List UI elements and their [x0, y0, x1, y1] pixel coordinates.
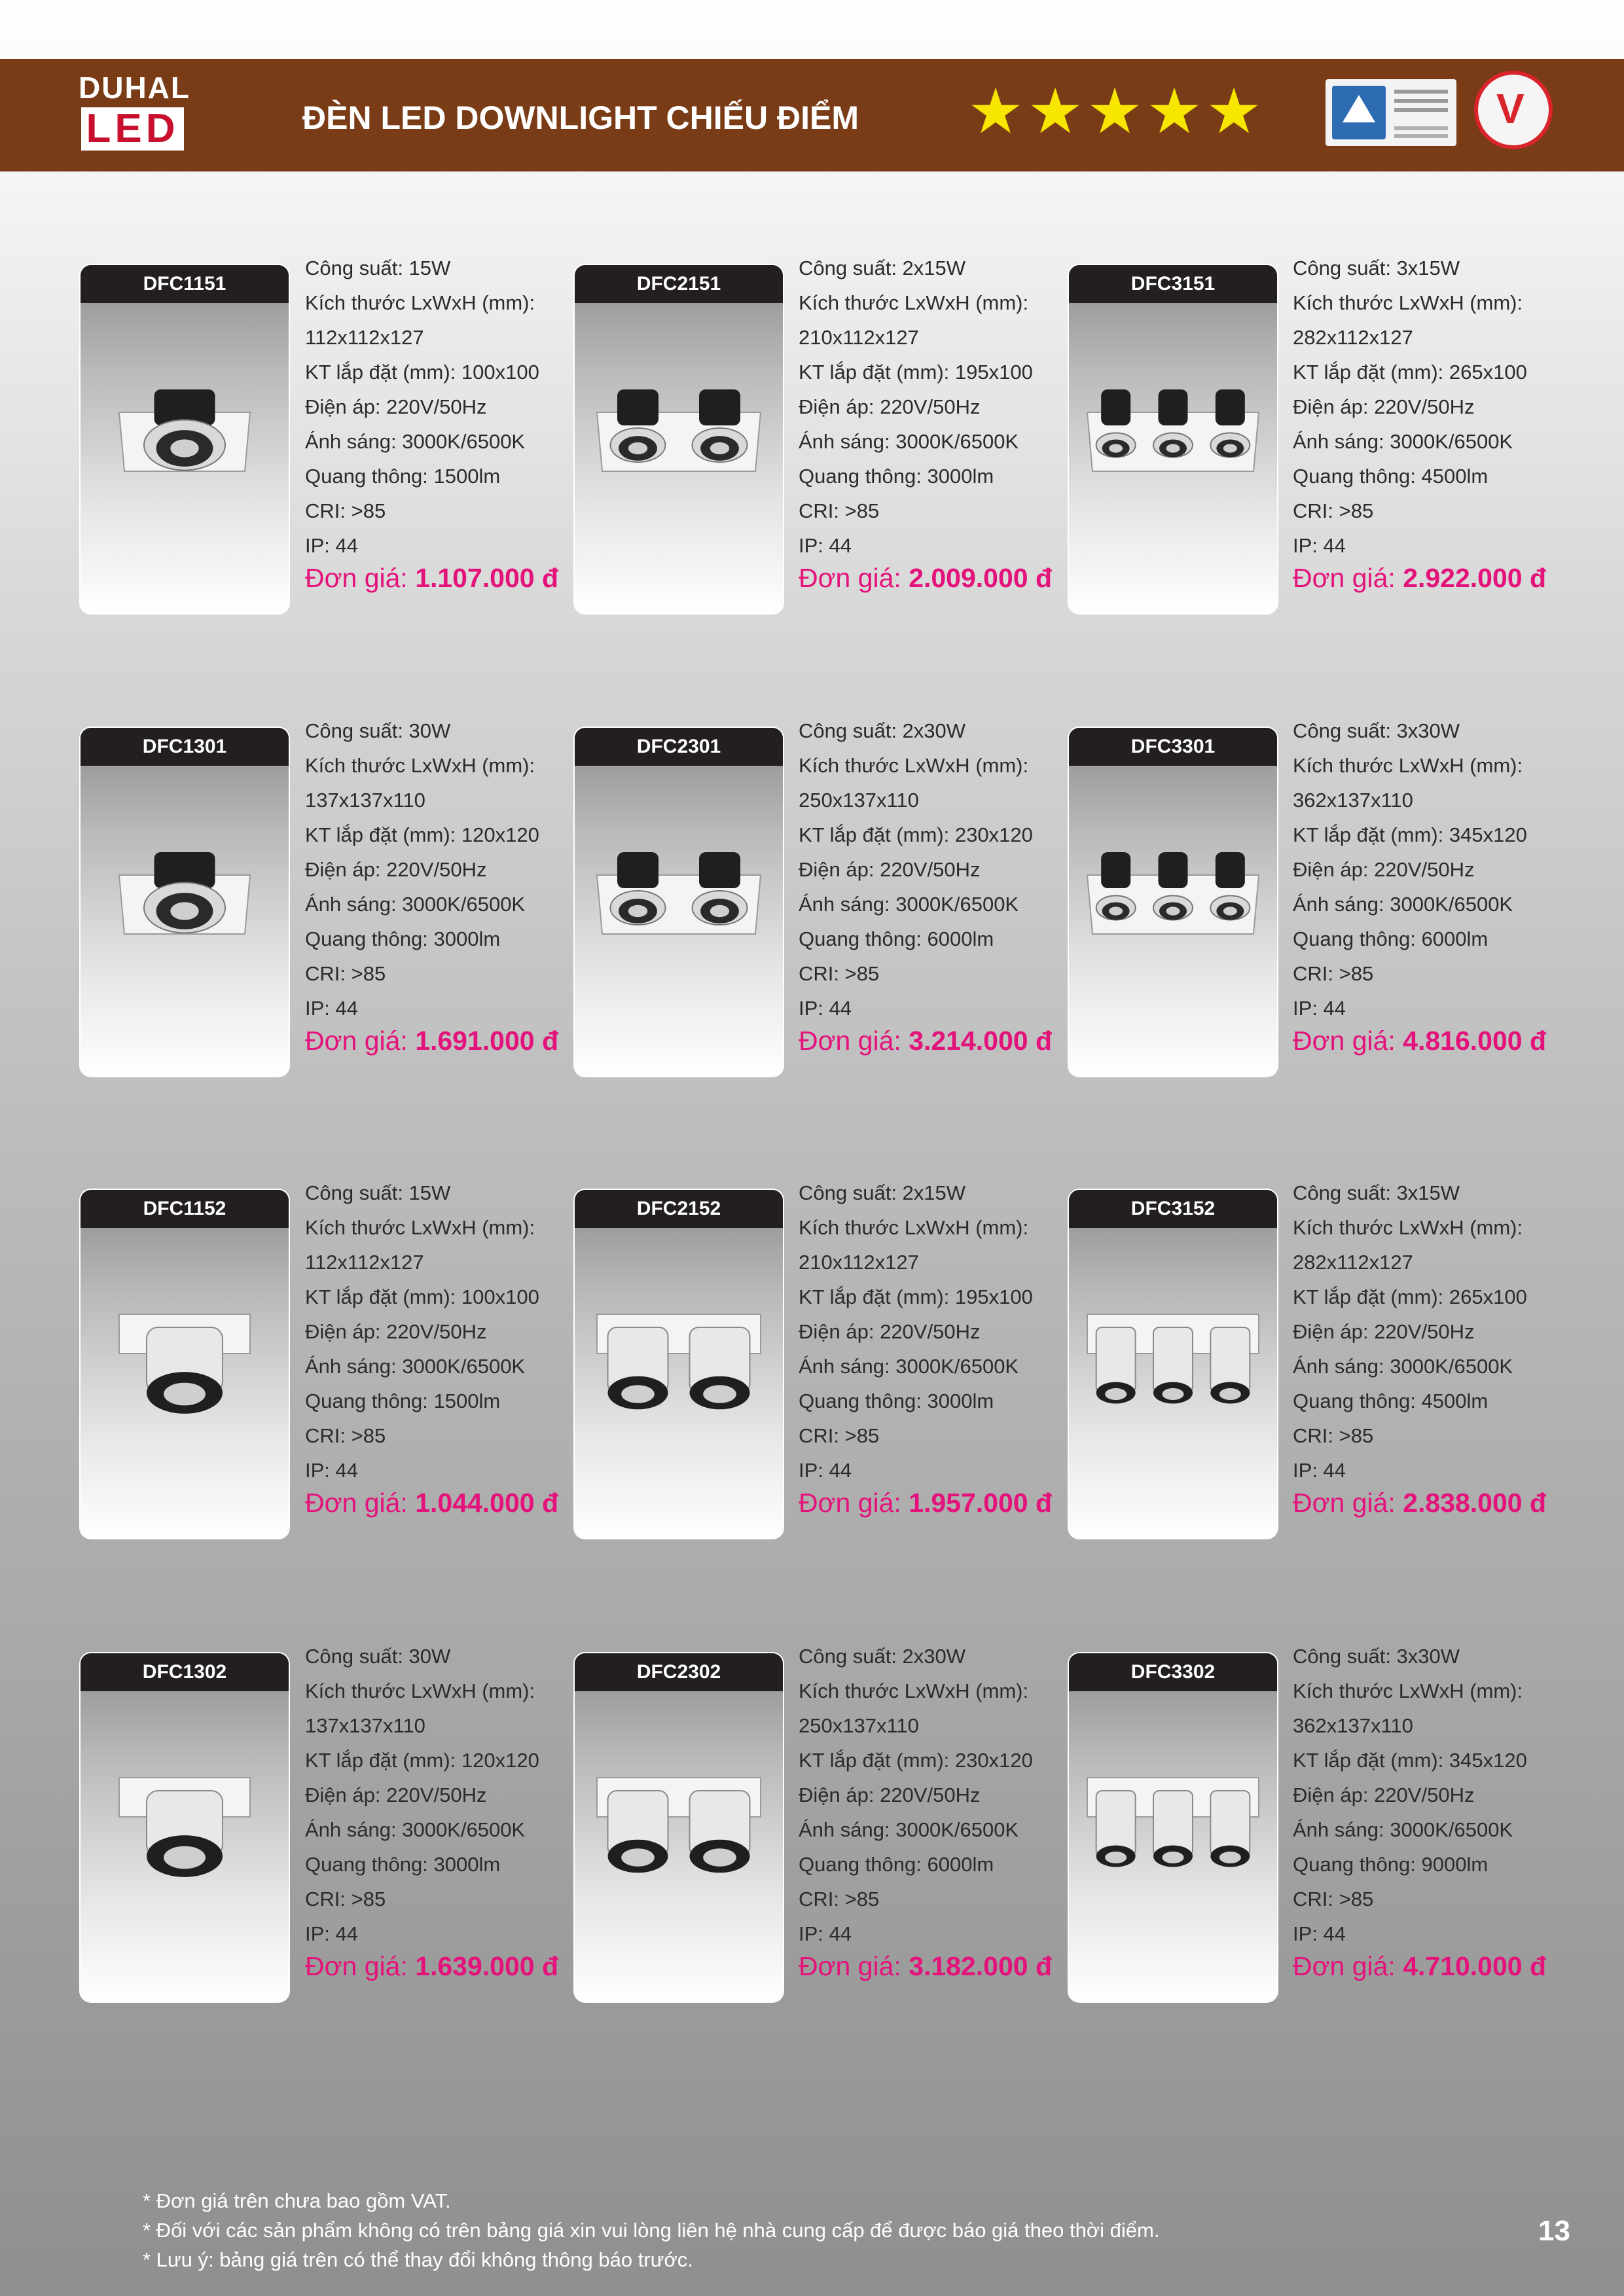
product-specs — [799, 251, 1074, 563]
spec-install: KT lắp đặt (mm): 120x120 — [305, 1749, 539, 1772]
star-icon: ★ — [1206, 77, 1263, 147]
spec-install: KT lắp đặt (mm): 265x100 — [1293, 1285, 1527, 1308]
price-label: Đơn giá: — [1293, 563, 1403, 593]
spec-ip: IP: 44 — [1293, 1459, 1346, 1482]
price-label: Đơn giá: — [1293, 1488, 1403, 1518]
spec-cri: CRI: >85 — [305, 1424, 386, 1447]
downlight-fixture-image — [588, 350, 770, 514]
spec-voltage: Điện áp: 220V/50Hz — [305, 395, 487, 418]
page-number: 13 — [1538, 2215, 1570, 2247]
spec-flux: Quang thông: 1500lm — [305, 465, 501, 488]
spec-voltage: Điện áp: 220V/50Hz — [799, 395, 981, 418]
product-price — [799, 1488, 1052, 1518]
product-specs — [1293, 713, 1568, 1026]
spec-flux: Quang thông: 3000lm — [305, 927, 501, 950]
spec-voltage: Điện áp: 220V/50Hz — [799, 1320, 981, 1343]
spec-size-label: Kích thước LxWxH (mm): — [1293, 1216, 1523, 1239]
spec-size: 112x112x127 — [305, 326, 424, 349]
logo-bottom-text: LED — [81, 107, 184, 151]
spec-size-label: Kích thước LxWxH (mm): — [1293, 754, 1523, 777]
product-code: DFC2151 — [575, 265, 783, 303]
price-label: Đơn giá: — [1293, 1026, 1403, 1056]
downlight-fixture-image — [1082, 350, 1264, 514]
price-label: Đơn giá: — [799, 1951, 909, 1981]
spec-install: KT lắp đặt (mm): 230x120 — [799, 1749, 1033, 1772]
spec-light: Ánh sáng: 3000K/6500K — [1293, 1355, 1513, 1378]
spec-size: 362x137x110 — [1293, 1714, 1413, 1737]
spec-install: KT lắp đặt (mm): 195x100 — [799, 1285, 1033, 1308]
product-price — [799, 1951, 1052, 1982]
spec-power: Công suất: 3x15W — [1293, 257, 1460, 279]
spec-size: 112x112x127 — [305, 1251, 424, 1274]
spec-ip: IP: 44 — [799, 1459, 852, 1482]
product-specs — [1293, 1175, 1568, 1488]
spec-flux: Quang thông: 3000lm — [799, 1390, 994, 1412]
spec-flux: Quang thông: 1500lm — [305, 1390, 501, 1412]
product-price — [305, 1026, 558, 1056]
spec-light: Ánh sáng: 3000K/6500K — [1293, 430, 1513, 453]
downlight-fixture-image — [1082, 813, 1264, 977]
star-icon: ★ — [1146, 77, 1203, 147]
spec-size: 282x112x127 — [1293, 326, 1413, 349]
spec-ip: IP: 44 — [799, 1922, 852, 1945]
spec-flux: Quang thông: 4500lm — [1293, 1390, 1489, 1412]
downlight-fixture-image — [1082, 1275, 1264, 1439]
price-label: Đơn giá: — [305, 1026, 416, 1056]
spec-light: Ánh sáng: 3000K/6500K — [799, 1818, 1019, 1841]
product-code: DFC2152 — [575, 1190, 783, 1228]
price-value: 4.816.000 đ — [1403, 1026, 1547, 1056]
spec-install: KT lắp đặt (mm): 100x100 — [305, 1285, 539, 1308]
product-card — [1069, 728, 1277, 1076]
star-icon: ★ — [1087, 77, 1144, 147]
spec-light: Ánh sáng: 3000K/6500K — [1293, 893, 1513, 916]
product-card — [1069, 1653, 1277, 2001]
spec-flux: Quang thông: 9000lm — [1293, 1853, 1489, 1876]
product-card — [81, 1190, 289, 1538]
price-label: Đơn giá: — [1293, 1951, 1403, 1981]
product-specs — [799, 1639, 1074, 1951]
price-label: Đơn giá: — [305, 1951, 416, 1981]
spec-cri: CRI: >85 — [1293, 1888, 1374, 1910]
spec-ip: IP: 44 — [305, 1922, 358, 1945]
spec-voltage: Điện áp: 220V/50Hz — [305, 858, 487, 881]
price-value: 3.182.000 đ — [909, 1951, 1053, 1981]
product-code: DFC1152 — [81, 1190, 289, 1228]
rating-stars — [967, 77, 1263, 147]
spec-cri: CRI: >85 — [305, 499, 386, 522]
price-label: Đơn giá: — [305, 1488, 416, 1518]
spec-light: Ánh sáng: 3000K/6500K — [305, 1355, 526, 1378]
downlight-fixture-image — [588, 1275, 770, 1439]
downlight-fixture-image — [94, 1738, 276, 1902]
spec-size-label: Kích thước LxWxH (mm): — [799, 291, 1029, 314]
spec-voltage: Điện áp: 220V/50Hz — [305, 1784, 487, 1806]
spec-cri: CRI: >85 — [799, 499, 880, 522]
product-price — [305, 563, 558, 594]
product-price — [305, 1488, 558, 1518]
product-card — [81, 728, 289, 1076]
spec-size: 250x137x110 — [799, 789, 919, 812]
product-price — [1293, 563, 1546, 594]
spec-size-label: Kích thước LxWxH (mm): — [305, 1679, 535, 1702]
product-card — [1069, 1190, 1277, 1538]
spec-size: 282x112x127 — [1293, 1251, 1413, 1274]
price-label: Đơn giá: — [799, 1488, 909, 1518]
spec-size: 362x137x110 — [1293, 789, 1413, 812]
spec-ip: IP: 44 — [1293, 1922, 1346, 1945]
spec-power: Công suất: 15W — [305, 1181, 451, 1204]
hang-viet-nam-clc-icon: V — [1474, 71, 1553, 149]
spec-voltage: Điện áp: 220V/50Hz — [1293, 395, 1475, 418]
product-specs — [1293, 1639, 1568, 1951]
spec-flux: Quang thông: 3000lm — [305, 1853, 501, 1876]
product-price — [1293, 1488, 1546, 1518]
spec-ip: IP: 44 — [305, 997, 358, 1020]
product-specs — [305, 1175, 580, 1488]
product-specs — [305, 713, 580, 1026]
price-label: Đơn giá: — [305, 563, 416, 593]
footnote: * Đơn giá trên chưa bao gồm VAT. — [143, 2189, 451, 2212]
spec-size: 210x112x127 — [799, 326, 919, 349]
star-icon: ★ — [967, 77, 1024, 147]
spec-light: Ánh sáng: 3000K/6500K — [305, 1818, 526, 1841]
spec-ip: IP: 44 — [799, 534, 852, 557]
footnotes — [143, 2186, 1159, 2274]
spec-size-label: Kích thước LxWxH (mm): — [799, 1679, 1029, 1702]
spec-size-label: Kích thước LxWxH (mm): — [1293, 291, 1523, 314]
spec-size-label: Kích thước LxWxH (mm): — [799, 754, 1029, 777]
price-value: 1.107.000 đ — [415, 563, 559, 593]
downlight-fixture-image — [94, 813, 276, 977]
spec-ip: IP: 44 — [1293, 997, 1346, 1020]
price-value: 3.214.000 đ — [909, 1026, 1053, 1056]
spec-cri: CRI: >85 — [1293, 1424, 1374, 1447]
product-code: DFC3152 — [1069, 1190, 1277, 1228]
spec-power: Công suất: 30W — [305, 719, 451, 742]
spec-voltage: Điện áp: 220V/50Hz — [799, 1784, 981, 1806]
product-code: DFC2301 — [575, 728, 783, 766]
product-code: DFC2302 — [575, 1653, 783, 1691]
spec-flux: Quang thông: 4500lm — [1293, 465, 1489, 488]
spec-cri: CRI: >85 — [799, 962, 880, 985]
product-code: DFC3302 — [1069, 1653, 1277, 1691]
spec-power: Công suất: 2x15W — [799, 257, 966, 279]
product-price — [1293, 1026, 1546, 1056]
spec-install: KT lắp đặt (mm): 195x100 — [799, 361, 1033, 384]
price-value: 2.009.000 đ — [909, 563, 1053, 593]
spec-size-label: Kích thước LxWxH (mm): — [1293, 1679, 1523, 1702]
spec-install: KT lắp đặt (mm): 120x120 — [305, 823, 539, 846]
spec-install: KT lắp đặt (mm): 345x120 — [1293, 1749, 1527, 1772]
spec-power: Công suất: 15W — [305, 257, 451, 279]
spec-install: KT lắp đặt (mm): 265x100 — [1293, 361, 1527, 384]
spec-voltage: Điện áp: 220V/50Hz — [305, 1320, 487, 1343]
spec-cri: CRI: >85 — [305, 962, 386, 985]
product-code: DFC3151 — [1069, 265, 1277, 303]
spec-flux: Quang thông: 6000lm — [1293, 927, 1489, 950]
spec-size: 137x137x110 — [305, 789, 425, 812]
downlight-fixture-image — [94, 1275, 276, 1439]
product-specs — [305, 251, 580, 563]
product-code: DFC1151 — [81, 265, 289, 303]
spec-size: 250x137x110 — [799, 1714, 919, 1737]
spec-power: Công suất: 3x30W — [1293, 1645, 1460, 1668]
spec-light: Ánh sáng: 3000K/6500K — [305, 430, 526, 453]
price-value: 1.957.000 đ — [909, 1488, 1053, 1518]
duhal-led-logo — [79, 71, 190, 154]
product-specs — [305, 1639, 580, 1951]
price-value: 4.710.000 đ — [1403, 1951, 1547, 1981]
spec-ip: IP: 44 — [305, 534, 358, 557]
downlight-fixture-image — [1082, 1738, 1264, 1902]
footnote: * Lưu ý: bảng giá trên có thể thay đổi không thông báo trước. — [143, 2248, 693, 2271]
price-label: Đơn giá: — [799, 1026, 909, 1056]
spec-light: Ánh sáng: 3000K/6500K — [799, 1355, 1019, 1378]
spec-ip: IP: 44 — [799, 997, 852, 1020]
logo-top-text: DUHAL — [79, 71, 190, 105]
product-specs — [799, 713, 1074, 1026]
product-card — [81, 265, 289, 613]
product-code: DFC1302 — [81, 1653, 289, 1691]
product-card — [575, 265, 783, 613]
price-value: 1.691.000 đ — [415, 1026, 559, 1056]
spec-install: KT lắp đặt (mm): 345x120 — [1293, 823, 1527, 846]
spec-size: 210x112x127 — [799, 1251, 919, 1274]
spec-voltage: Điện áp: 220V/50Hz — [1293, 1784, 1475, 1806]
star-icon: ★ — [1027, 77, 1084, 147]
downlight-fixture-image — [94, 350, 276, 514]
spec-power: Công suất: 30W — [305, 1645, 451, 1668]
spec-size: 137x137x110 — [305, 1714, 425, 1737]
spec-cri: CRI: >85 — [799, 1888, 880, 1910]
spec-voltage: Điện áp: 220V/50Hz — [1293, 1320, 1475, 1343]
spec-cri: CRI: >85 — [1293, 962, 1374, 985]
price-value: 1.639.000 đ — [415, 1951, 559, 1981]
spec-install: KT lắp đặt (mm): 100x100 — [305, 361, 539, 384]
product-specs — [799, 1175, 1074, 1488]
spec-cri: CRI: >85 — [799, 1424, 880, 1447]
product-price — [305, 1951, 558, 1982]
spec-ip: IP: 44 — [305, 1459, 358, 1482]
spec-power: Công suất: 2x30W — [799, 719, 966, 742]
product-code: DFC1301 — [81, 728, 289, 766]
page-title: ĐÈN LED DOWNLIGHT CHIẾU ĐIỂM — [302, 99, 859, 136]
spec-cri: CRI: >85 — [305, 1888, 386, 1910]
spec-flux: Quang thông: 6000lm — [799, 1853, 994, 1876]
spec-light: Ánh sáng: 3000K/6500K — [799, 430, 1019, 453]
price-value: 1.044.000 đ — [415, 1488, 559, 1518]
spec-light: Ánh sáng: 3000K/6500K — [1293, 1818, 1513, 1841]
downlight-fixture-image — [588, 813, 770, 977]
price-value: 2.922.000 đ — [1403, 563, 1547, 593]
spec-voltage: Điện áp: 220V/50Hz — [1293, 858, 1475, 881]
product-specs — [1293, 251, 1568, 563]
product-card — [575, 1190, 783, 1538]
downlight-fixture-image — [588, 1738, 770, 1902]
spec-power: Công suất: 3x30W — [1293, 719, 1460, 742]
spec-power: Công suất: 3x15W — [1293, 1181, 1460, 1204]
product-price — [799, 563, 1052, 594]
spec-power: Công suất: 2x15W — [799, 1181, 966, 1204]
spec-size-label: Kích thước LxWxH (mm): — [305, 291, 535, 314]
spec-light: Ánh sáng: 3000K/6500K — [305, 893, 526, 916]
spec-size-label: Kích thước LxWxH (mm): — [799, 1216, 1029, 1239]
spec-cri: CRI: >85 — [1293, 499, 1374, 522]
spec-size-label: Kích thước LxWxH (mm): — [305, 754, 535, 777]
spec-power: Công suất: 2x30W — [799, 1645, 966, 1668]
product-code: DFC3301 — [1069, 728, 1277, 766]
spec-install: KT lắp đặt (mm): 230x120 — [799, 823, 1033, 846]
price-label: Đơn giá: — [799, 563, 909, 593]
tuv-certification-icon — [1326, 79, 1456, 146]
product-card — [575, 1653, 783, 2001]
product-card — [1069, 265, 1277, 613]
spec-light: Ánh sáng: 3000K/6500K — [799, 893, 1019, 916]
product-card — [575, 728, 783, 1076]
footnote: * Đối với các sản phẩm không có trên bảng giá xin vui lòng liên hệ nhà cung cấp để được báo giá theo thời điểm. — [143, 2219, 1160, 2242]
spec-flux: Quang thông: 3000lm — [799, 465, 994, 488]
spec-flux: Quang thông: 6000lm — [799, 927, 994, 950]
spec-size-label: Kích thước LxWxH (mm): — [305, 1216, 535, 1239]
product-card — [81, 1653, 289, 2001]
price-value: 2.838.000 đ — [1403, 1488, 1547, 1518]
spec-ip: IP: 44 — [1293, 534, 1346, 557]
product-price — [799, 1026, 1052, 1056]
product-price — [1293, 1951, 1546, 1982]
spec-voltage: Điện áp: 220V/50Hz — [799, 858, 981, 881]
